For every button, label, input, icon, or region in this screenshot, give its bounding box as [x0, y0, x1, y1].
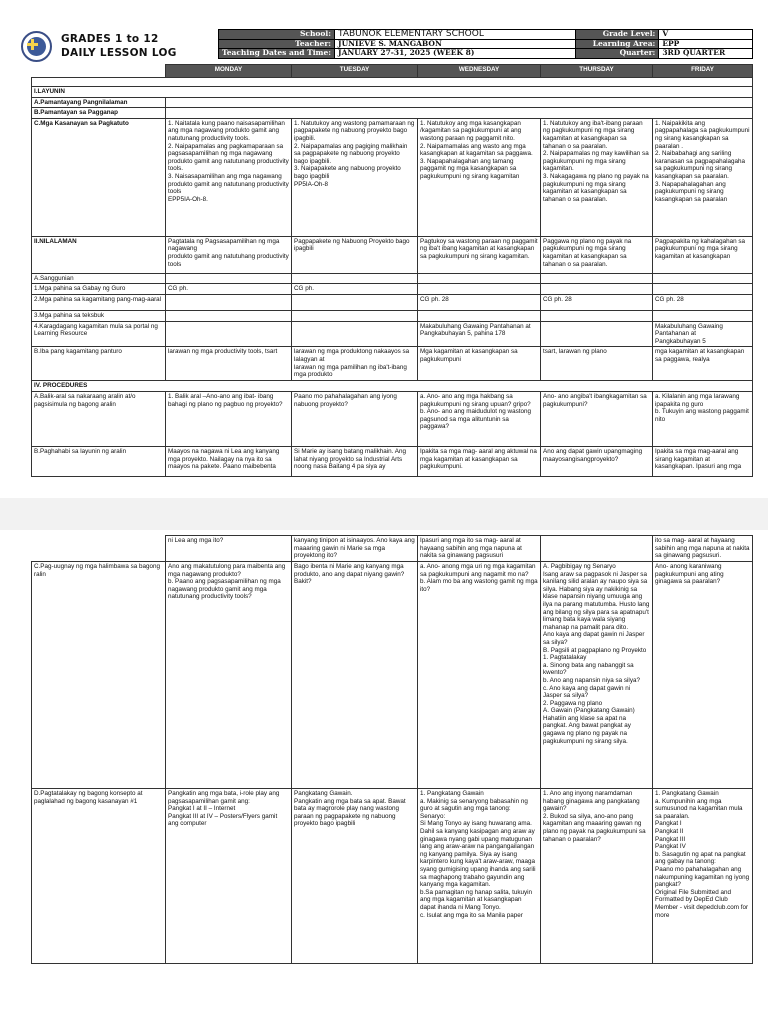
row-label-pangnilalaman: A.Pamantayang Pangnilalaman: [32, 97, 166, 108]
cell: Ano ang makatutulong para maibenta ang mga nagawang produkto? b. Paano ang pagsasapamilihan ng mga nagawang produkto gamit ang mga natutunang productivity tools?: [166, 562, 292, 789]
cell: Pagpapakita ng kahalagahan sa pagkukumpuni ng mga sirang kagamitan at kasangkapan: [653, 236, 753, 273]
school-label: School:: [219, 30, 335, 40]
learning-area-value: EPP: [659, 39, 753, 49]
cell: a. Ano- anong mga uri ng mga kagamitan sa pagkukumpuni ang nagamit mo na? b. Alam mo ba ang wastong gamit ng mga ito?: [418, 562, 541, 789]
cell: Pagpapakete ng Nabuong Proyekto bago ipagbili: [292, 236, 418, 273]
day-tuesday: TUESDAY: [292, 65, 418, 78]
row-label-sanggunian: A.Sanggunian: [32, 273, 166, 284]
cell: 1. Natutukoy ang mga kasangkapan /kagamitan sa pagkukumpuni at ang wastong paraan ng paggamit nito. 2. Naipamamalas ang wasto ang mga kasangkapan at kagamitan sa paggawa. 3. Napapahalagahan ang tamang paggamit ng mga kasangkapan sa pagkukumpuni ng sirang kagamitan: [418, 118, 541, 236]
cell: Makabuluhang Gawaing Pantahanan at Pangkabuhayan 5, pahina 178: [418, 321, 541, 347]
cell: Si Marie ay isang batang malikhain. Ang lahat niyang proyekto sa Industrial Arts noong nasa Baitang 4 pa siya ay: [292, 446, 418, 476]
row-label-pag-uugnay: C.Pag-uugnay ng mga halimbawa sa bagong ralin: [32, 562, 166, 789]
cell: 1. Ano ang inyong naramdaman habang ginagawa ang pangkatang gawain? 2. Bukod sa silya, ano-ano pang kagamitan ang maaaring gawan ng plano ng payak na pagkukumpuni sa tahanan o paaralan?: [541, 789, 653, 964]
cell: Bago ibenta ni Marie ang kanyang mga produkto, ano ang dapat niyang gawin? Bakit?: [292, 562, 418, 789]
cell: Maayos na nagawa ni Lea ang kanyang mga proyekto. Nailagay na nya ito sa maayos na pakete. Paano maibebenta: [166, 446, 292, 476]
page-two: [0, 530, 768, 1024]
cell: 1. Natutukoy ang wastong pamamaraan ng pagpapakete ng nabuong proyekto bago ipagbili. 2. Naipapamalas ang pagiging malikhain sa pagpapakete ng nabuong proyekto bago ipagbili. 3. Naipapakete ang nabuong proyekto bago ipagbili PP5IA-Oh-8: [292, 118, 418, 236]
deped-seal-icon: [21, 31, 52, 62]
day-wednesday: WEDNESDAY: [418, 65, 541, 78]
continuation-label: [32, 536, 166, 562]
row-label-pagganap: B.Pamantayan sa Pagganap: [32, 108, 166, 119]
spacer-row: [32, 78, 753, 87]
row-label-panturo: B.Iba pang kagamitang panturo: [32, 347, 166, 381]
teacher-value: JUNIEVE S. MANGABON: [335, 39, 576, 49]
cell: kanyang tinipon at isinaayos. Ano kaya ang maaaring gawin ni Marie sa mga proyektong ito?: [292, 536, 418, 562]
cell: larawan ng mga produktong nakaayos sa lalagyan at larawan ng mga pamilihan ng iba't-ibang mga produkto: [292, 347, 418, 381]
row-label-pagtatalakay: D.Pagtatalakay ng bagong konsepto at paglalahad ng bagong kasanayan #1: [32, 789, 166, 964]
cell: Ipasuri ang mga ito sa mag- aaral at hayaang sabihin ang mga napuna at nakita sa ginawang pagsusuri: [418, 536, 541, 562]
section-layunin: I.LAYUNIN: [32, 87, 753, 98]
learning-area-label: Learning Area:: [576, 39, 659, 49]
cell: 1. Natutukoy ang iba't-ibang paraan ng pagkukumpuni ng mga sirang kagamitan at kasangkapan sa tahanan o sa paaralan. 2. Naipapamalas ng may kawilihan sa pagkukumpuni ng mga sirang kagamitan. 3. Nakagagawa ng plano ng payak na pagkukumpuni ng mga sirang kagamitan at kasangkapan sa tahanan o sa paaralan.: [541, 118, 653, 236]
teacher-label: Teacher:: [219, 39, 335, 49]
lesson-table-page-two: [31, 535, 753, 964]
cell: Ipakita sa mga mag- aaral ang aktuwal na mga kagamitan at kasangkapan sa pagkukumpuni.: [418, 446, 541, 476]
quarter-value: 3RD QUARTER: [659, 49, 753, 59]
lesson-table-page-one: [31, 64, 753, 477]
grade-level-label: Grade Level:: [576, 30, 659, 40]
cell: 1. Pangkatang Gawain a. Makinig sa senaryong babasahin ng guro at sagutin ang mga tanong: Senaryo: Si Mang Tonyo ay isang huwarang ama. Dahil sa kanyang kasipagan ang araw ay ginagawa nyang gabi upang matugunan lang ang araw-araw na pangangailangan ng kanyang pamilya. Siya ay isang karpintero kung kaya't araw-araw, maaga syang gumigising upang ihanda ang sarili sa maghapong trabaho gayundin ang kanyang mga kagamitan. b.Sa pamagitan ng hanap salita, tukuyin ang mga kagamitan at kasangkapan dapat ihanda ni Mang Tonyo. c. Isulat ang mga ito sa Manila paper: [418, 789, 541, 964]
teaching-dates-label: Teaching Dates and Time:: [219, 49, 335, 59]
day-monday: MONDAY: [166, 65, 292, 78]
cell: a. Ano- ano ang mga hakbang sa pagkukumpuni ng sirang upuan? gripo? b. Ano- ano ang maidudulot ng wastong pagsunod sa mga alituntunin sa paggawa?: [418, 391, 541, 446]
day-header-row: [32, 65, 753, 78]
teaching-dates-value: JANUARY 27-31, 2025 (WEEK 8): [335, 49, 576, 59]
cell: CG ph. 28: [418, 294, 541, 310]
row-label-nilalaman: II.NILALAMAN: [32, 236, 166, 273]
page-one: [0, 0, 768, 498]
cell: Ano- anong karaniwang pagkukumpuni ang ating ginagawa sa paaralan?: [653, 562, 753, 789]
cell: CG ph. 28: [653, 294, 753, 310]
row-nilalaman: [32, 236, 753, 273]
cell: 1. Naitatala kung paano naisasapamilihan ang mga nagawang produkto gamit ang natutunang productivity tools. 2. Naipapamalas ang pagkamaparaan sa pagsasapamilihan ng mga nagawang produkto gamit ang natutunang productivity tools. 3. Naisasapamilihan ang mga nagawang produkto gamit ang natutunang productivity tools EPP5IA-Oh-8.: [166, 118, 292, 236]
cell: 1. Pangkatang Gawain a. Kumpunihin ang mga sumusunod na kagamitan mula sa paaralan. Pangkat I Pangkat II Pangkat III Pangkat IV b. Sasagutin ng apat na pangkat ang gabay na tanong: Paano mo pahahalagahan ang nakumpuning kagamitan ng iyong pangkat? Original File Submitted and Formatted by DepEd Club Member - visit depedclub.com for more: [653, 789, 753, 964]
row-label-kagamitang-mag-aaral: 2.Mga pahina sa kagamitang pang-mag-aaral: [32, 294, 166, 310]
cell: Mga kagamitan at kasangkapan sa pagkukumpuni: [418, 347, 541, 381]
row-label-gabay: 1.Mga pahina sa Gabay ng Guro: [32, 284, 166, 295]
blank-corner: [32, 65, 166, 78]
cell: Pangkatin ang mga bata, i-role play ang pagsasapamilihan gamit ang: Pangkat I at II – Internet Pangkat III at IV – Posters/Flyers gamit ang computer: [166, 789, 292, 964]
section-procedures: IV. PROCEDURES: [32, 381, 753, 392]
cell: CG ph. 28: [541, 294, 653, 310]
cell: ito sa mag- aaral at hayaang sabihin ang mga napuna at nakita sa ginawang pagsusuri.: [653, 536, 753, 562]
title-grades: GRADES 1 to 12: [61, 33, 159, 45]
cell: Pagtukoy sa wastong paraan ng paggamit ng iba't ibang kagamitan at kasangkapan sa pagkukumpuni ng sirang kagamitan.: [418, 236, 541, 273]
row-kasanayan: [32, 118, 753, 236]
cell: 1. Balik aral –Ano-ano ang ibat- ibang bahagi ng plano ng pagbuo ng proyekto?: [166, 391, 292, 446]
day-friday: FRIDAY: [653, 65, 753, 78]
row-label-teksbuk: 3.Mga pahina sa teksbuk: [32, 310, 166, 321]
cell: Paano mo pahahalagahan ang iyong nabuong proyekto?: [292, 391, 418, 446]
cell: a. Kilalanin ang mga larawang ipapakita ng guro b. Tukuyin ang wastong paggamit nito: [653, 391, 753, 446]
cell: Ano ang dapat gawin upangmaging maayosangisangproyekto?: [541, 446, 653, 476]
cell: Ipakita sa mga mag-aaral ang sirang kagamitan at kasangkapan. Ipasuri ang mga: [653, 446, 753, 476]
cell: Paggawa ng plano ng payak na pagkukumpuni ng mga sirang kagamitan at kasangkapan sa tahanan o sa paaralan.: [541, 236, 653, 273]
cell: [541, 536, 653, 562]
cell: Pagtatala ng Pagsasapamilihan ng mga nagawang produkto gamit ang natutuhang productivity tools: [166, 236, 292, 273]
header-info-table: [218, 29, 753, 59]
row-label-portal: 4.Karagdagang kagamitan mula sa portal ng Learning Resource: [32, 321, 166, 347]
cell: CG ph.: [292, 284, 418, 295]
school-value: TABUNOK ELEMENTARY SCHOOL: [335, 30, 576, 40]
cell: CG ph.: [166, 284, 292, 295]
cell: A. Pagbibigay ng Senaryo Isang araw sa pagpasok ni Jasper sa kanilang silid aralan ay naupo siya sa silya. Habang siya ay nakikinig sa klase napansin niyang umuuga ang ilya na parang matutumba. Husto lang ang bilang ng silya para sa apatnapu't limang bata kaya wala siyang mahanap na pamalit para dito. Ano kaya ang dapat gawin ni Jasper sa silya? B. Pagsili at pagpaplano ng Proyekto 1. Pagtatalakay a. Sinong bata ang nabanggit sa kwento? b. Ano ang napansin niya sa silya? c. Ano kaya ang dapat gawin ni Jasper sa silya? 2. Paggawa ng plano A. Gawain (Pangkatang Gawain) Hahatiin ang klase sa apat na pangkat. Ang bawat pangkat ay gagawa ng plano ng payak na pagkukumpuni ng sirang silya.: [541, 562, 653, 789]
grade-level-value: V: [659, 30, 753, 40]
cell: larawan ng mga productivity tools, tsart: [166, 347, 292, 381]
row-label-kasanayan: C.Mga Kasanayan sa Pagkatuto: [32, 118, 166, 236]
cell: mga kagamitan at kasangkapan sa paggawa, realya: [653, 347, 753, 381]
cell: ni Lea ang mga ito?: [166, 536, 292, 562]
day-thursday: THURSDAY: [541, 65, 653, 78]
row-label-balik-aral: A.Balik-aral sa nakaraang aralin at/o pagsisimula ng bagong aralin: [32, 391, 166, 446]
cell: Ano- ano angiba't ibangkagamitan sa pagkukumpuni?: [541, 391, 653, 446]
page-gap: [0, 498, 768, 530]
title-daily-lesson-log: DAILY LESSON LOG: [61, 47, 177, 59]
cell: Pangkatang Gawain. Pangkatin ang mga bata sa apat. Bawat bata ay magrorole play nang wastong paraan ng pagpapakete ng nabuong proyekto bago ipagbili: [292, 789, 418, 964]
row-label-paghahabi: B.Paghahabi sa layunin ng aralin: [32, 446, 166, 476]
cell: 1. Naipakikita ang pagpapahalaga sa pagkukumpuni ng sirang kasangkapan sa paaralan . 2. Naibabahagi ang sariling karanasan sa pagpapahalagaha sa pagkukumpuni ng sirang kasangkapan sa paaralan. 3. Napapahalagahan ang pagkukumpuni ng sirang kasangkapan sa paaralan: [653, 118, 753, 236]
cell: tsart, larawan ng plano: [541, 347, 653, 381]
header: [19, 29, 751, 64]
quarter-label: Quarter:: [576, 49, 659, 59]
cell: Makabuluhang Gawaing Pantahanan at Pangkabuhayan 5: [653, 321, 753, 347]
